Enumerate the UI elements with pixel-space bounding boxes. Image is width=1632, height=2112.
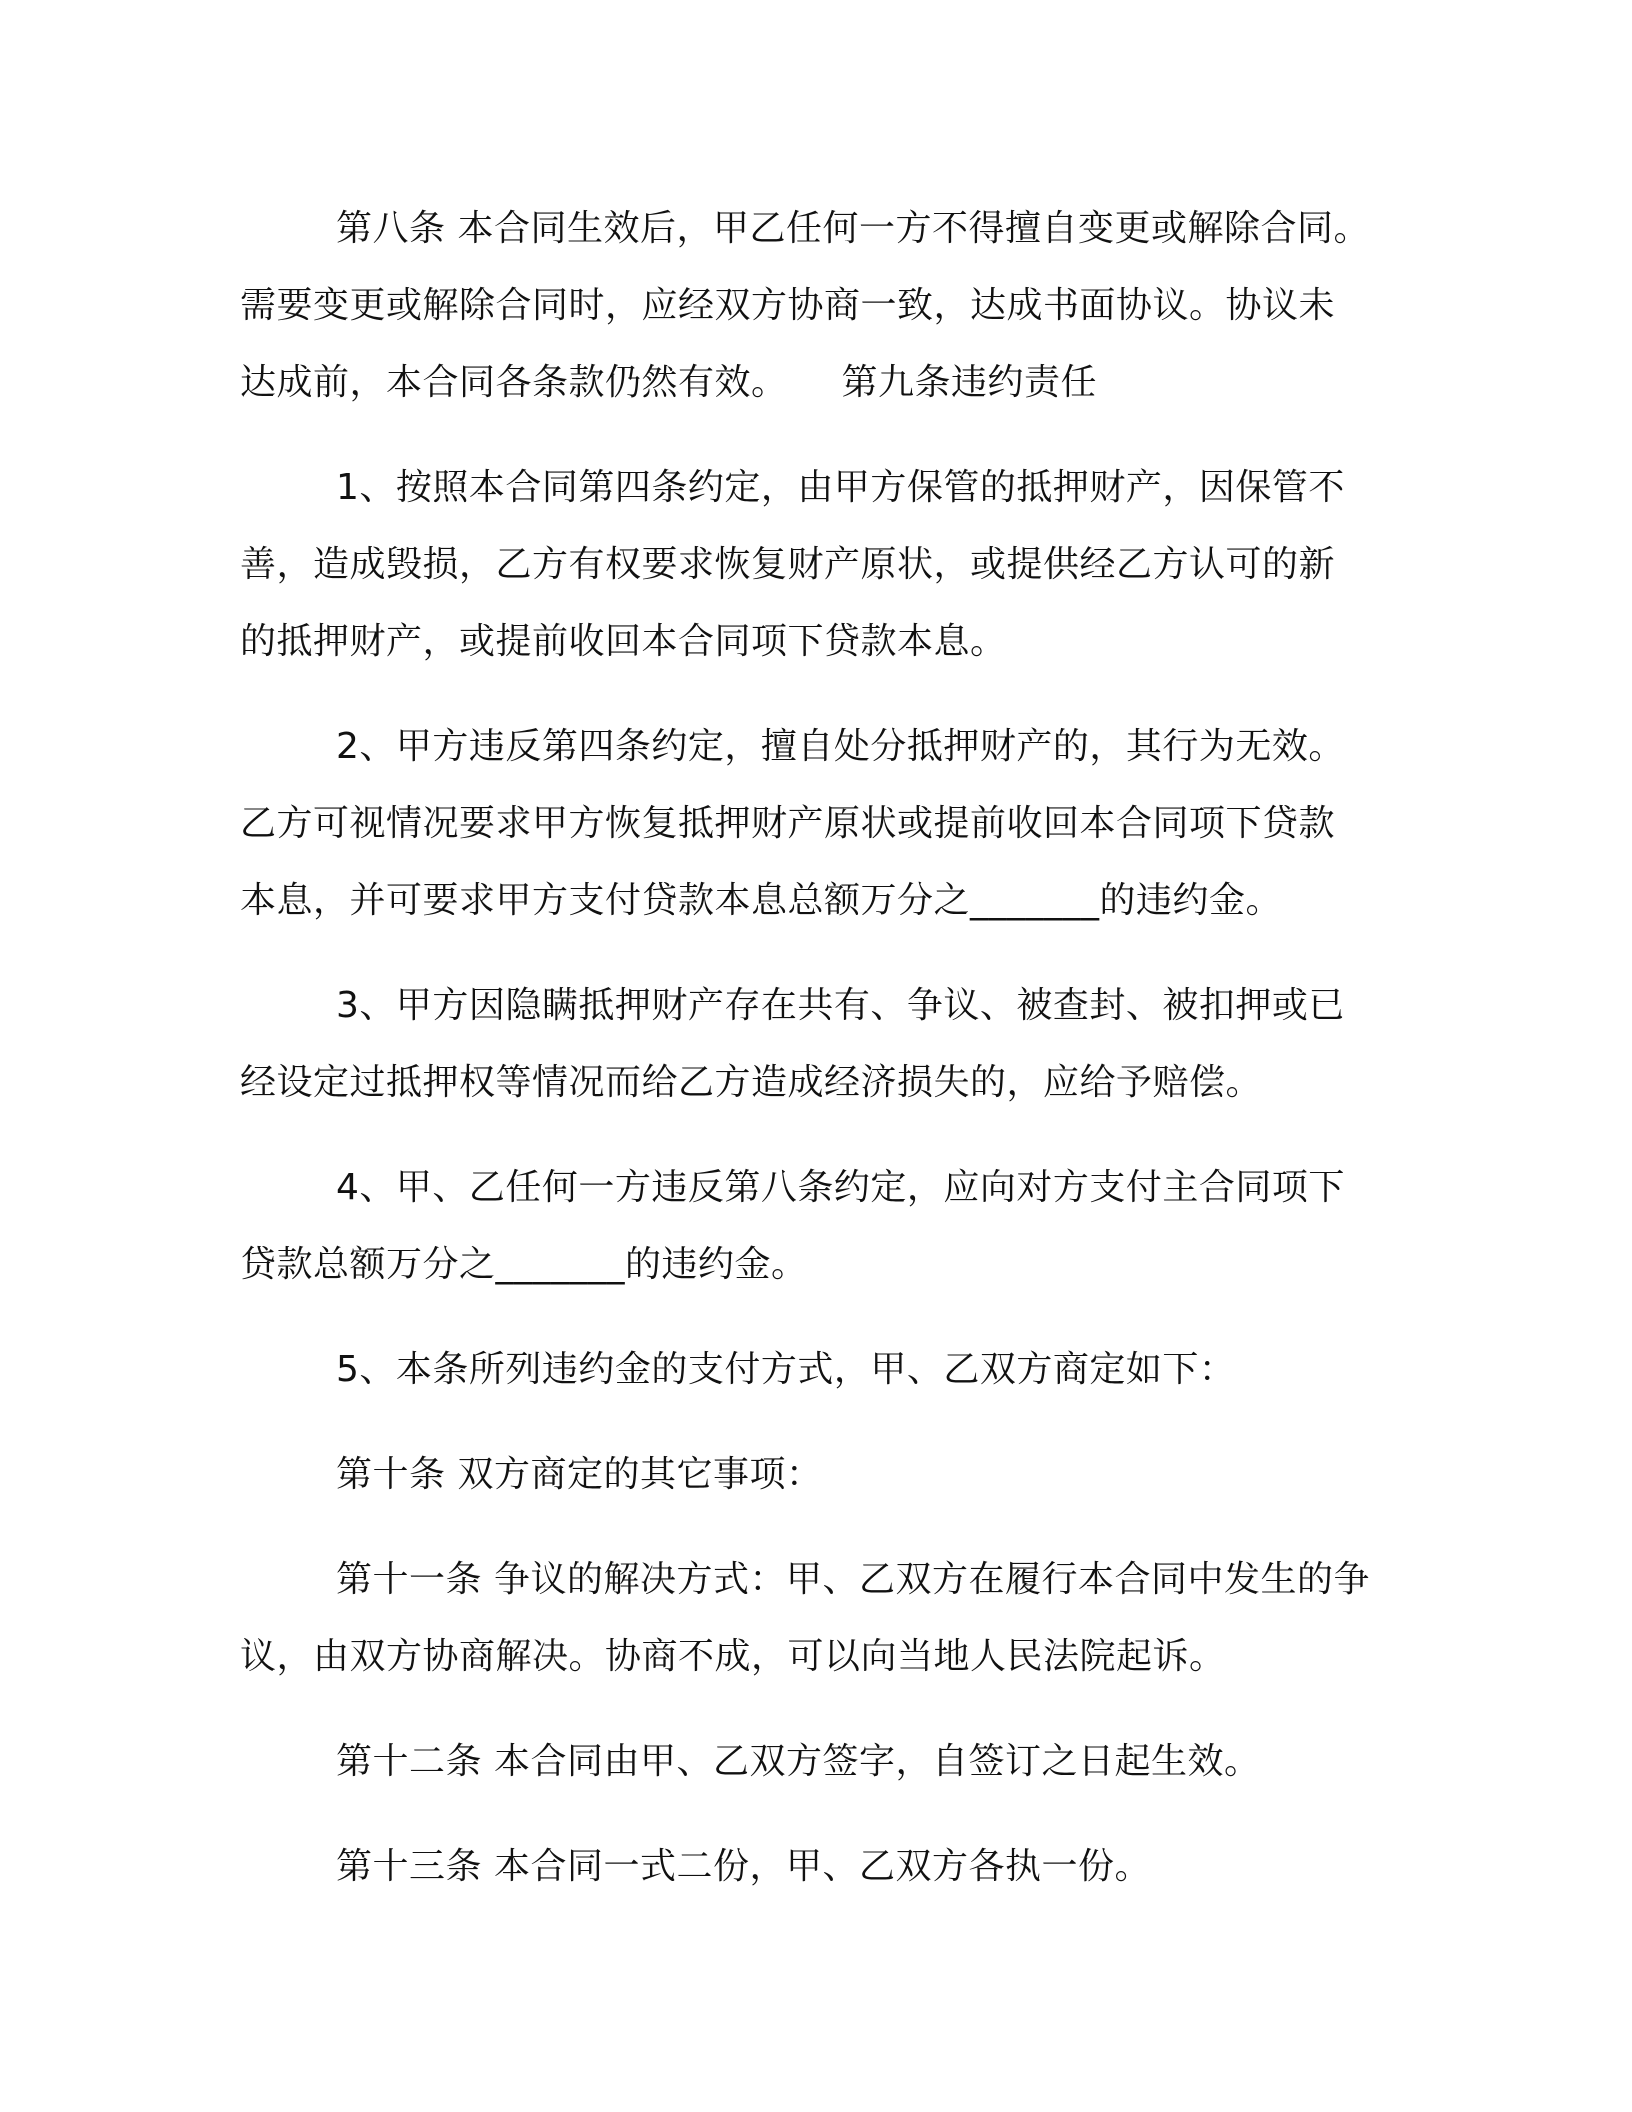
- paragraph-line: 第十一条 争议的解决方式：甲、乙双方在履行本合同中发生的争: [336, 1559, 1370, 1600]
- paragraph-line: 第十条 双方商定的其它事项：: [336, 1454, 823, 1495]
- paragraph-line: 贷款总额万分之_______的违约金。: [240, 1244, 808, 1285]
- paragraph-article-11: [240, 1541, 1400, 1695]
- paragraph-line: 本息，并可要求甲方支付贷款本息总额万分之_______的违约金。: [240, 880, 1283, 921]
- paragraph-line: 5、本条所列违约金的支付方式，甲、乙双方商定如下：: [336, 1349, 1236, 1390]
- paragraph-clause-5: [240, 1331, 1400, 1408]
- paragraph-line: 第十三条 本合同一式二份，甲、乙双方各执一份。: [336, 1846, 1151, 1887]
- paragraph-line: 经设定过抵押权等情况而给乙方造成经济损失的，应给予赔偿。: [240, 1062, 1263, 1103]
- paragraph-article-12: [240, 1723, 1400, 1800]
- paragraph-clause-4: [240, 1149, 1400, 1303]
- paragraph-line: 1、按照本合同第四条约定，由甲方保管的抵押财产，因保管不: [336, 467, 1345, 508]
- paragraph-line: 乙方可视情况要求甲方恢复抵押财产原状或提前收回本合同项下贷款: [240, 803, 1336, 844]
- paragraph-article-13: [240, 1828, 1400, 1905]
- paragraph-clause-3: [240, 967, 1400, 1121]
- article-9-heading: 第九条违约责任: [841, 362, 1098, 403]
- paragraph-line: 2、甲方违反第四条约定，擅自处分抵押财产的，其行为无效。: [336, 726, 1345, 767]
- paragraph-line: [240, 344, 1400, 421]
- paragraph-line: 第十二条 本合同由甲、乙双方签字，自签订之日起生效。: [336, 1741, 1261, 1782]
- document-body: [240, 190, 1400, 1905]
- paragraph-line-text: 达成前，本合同各条款仍然有效。: [240, 362, 788, 403]
- paragraph-line: 议，由双方协商解决。协商不成，可以向当地人民法院起诉。: [240, 1636, 1226, 1677]
- paragraph-clause-2: [240, 708, 1400, 939]
- paragraph-line: 的抵押财产，或提前收回本合同项下贷款本息。: [240, 621, 1007, 662]
- paragraph-line: 4、甲、乙任何一方违反第八条约定，应向对方支付主合同项下: [336, 1167, 1345, 1208]
- paragraph-article-10: [240, 1436, 1400, 1513]
- paragraph-line: 善，造成毁损，乙方有权要求恢复财产原状，或提供经乙方认可的新: [240, 544, 1336, 585]
- paragraph-clause-1: [240, 449, 1400, 680]
- paragraph-line: 需要变更或解除合同时，应经双方协商一致，达成书面协议。协议未: [240, 285, 1336, 326]
- paragraph-article-8: [240, 190, 1400, 421]
- paragraph-line: 第八条 本合同生效后，甲乙任何一方不得擅自变更或解除合同。: [336, 208, 1370, 249]
- paragraph-line: 3、甲方因隐瞒抵押财产存在共有、争议、被查封、被扣押或已: [336, 985, 1345, 1026]
